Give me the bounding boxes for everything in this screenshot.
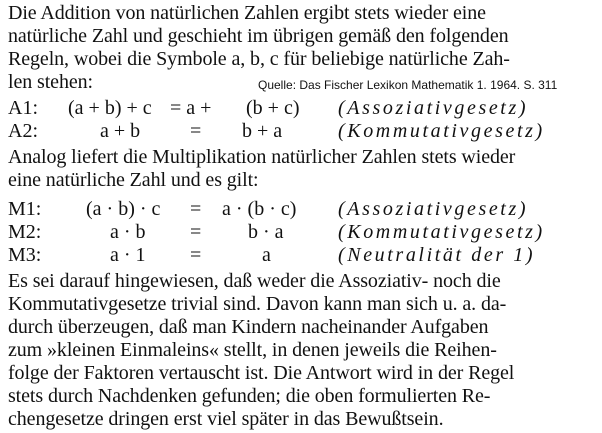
conclusion-line-7: chengesetze dringen erst viel später in das Bewußtsein.	[8, 408, 444, 430]
rule-rhs: a	[262, 244, 271, 266]
rule-lhs: (a · b) · c	[86, 198, 161, 220]
rule-label: A2:	[8, 120, 38, 142]
conclusion-line-5: folge der Faktoren vertauscht ist. Die Antwort wird in der Regel	[8, 362, 515, 384]
rule-label: M3:	[8, 244, 42, 266]
rule-rhs: b + a	[242, 120, 283, 142]
conclusion-line-2: Kommutativgesetze trivial sind. Davon kann man sich u. a. da-	[8, 293, 507, 315]
rule-equals: =	[190, 120, 202, 142]
rule-rhs: (b + c)	[246, 97, 300, 119]
conclusion-line-6: stets durch Nachdenken gefunden; die oben formulierten Re-	[8, 385, 491, 407]
intro-line-3: Regeln, wobei die Symbole a, b, c für beliebige natürliche Zah-	[8, 48, 510, 70]
rule-law: (Assoziativgesetz)	[338, 97, 529, 119]
rule-lhs: (a + b) + c	[68, 97, 152, 119]
rule-lhs: a · b	[110, 221, 146, 243]
intro-line-1: Die Addition von natürlichen Zahlen ergibt stets wieder eine	[8, 2, 486, 24]
intro-line-4: len stehen:	[8, 71, 93, 93]
intro-line-2: natürliche Zahl und geschieht im übrigen gemäß den folgenden	[8, 25, 509, 47]
rule-law: (Kommutativgesetz)	[338, 221, 545, 243]
rule-label: M1:	[8, 198, 42, 220]
source-note: Quelle: Das Fischer Lexikon Mathematik 1. 1964. S. 311	[258, 78, 558, 92]
rule-row-m1	[8, 198, 598, 220]
conclusion-line-1: Es sei darauf hingewiesen, daß weder die Assoziativ- noch die	[8, 270, 501, 292]
rule-row-m2	[8, 221, 598, 243]
mult-intro-line-2: eine natürliche Zahl und es gilt:	[8, 169, 259, 191]
mult-intro-line-1: Analog liefert die Multiplikation natürlicher Zahlen stets wieder	[8, 146, 516, 168]
rule-equals: =	[190, 244, 202, 266]
rule-law: (Kommutativgesetz)	[338, 120, 545, 142]
rule-equals: = a +	[170, 97, 212, 119]
rule-equals: =	[190, 198, 202, 220]
conclusion-line-4: zum »kleinen Einmaleins« stellt, in denen jeweils die Reihen-	[8, 339, 497, 361]
rule-label: M2:	[8, 221, 42, 243]
conclusion-line-3: durch überzeugen, daß man Kindern nacheinander Aufgaben	[8, 316, 489, 338]
rule-law: (Neutralität der 1)	[338, 244, 536, 266]
rule-row-a1	[8, 97, 598, 119]
rule-row-a2	[8, 120, 598, 142]
rule-row-m3	[8, 244, 598, 266]
rule-equals: =	[190, 221, 202, 243]
rule-rhs: b · a	[248, 221, 284, 243]
rule-lhs: a + b	[100, 120, 141, 142]
rule-lhs: a · 1	[110, 244, 146, 266]
rule-law: (Assoziativgesetz)	[338, 198, 529, 220]
rule-label: A1:	[8, 97, 38, 119]
rule-rhs: a · (b · c)	[222, 198, 297, 220]
